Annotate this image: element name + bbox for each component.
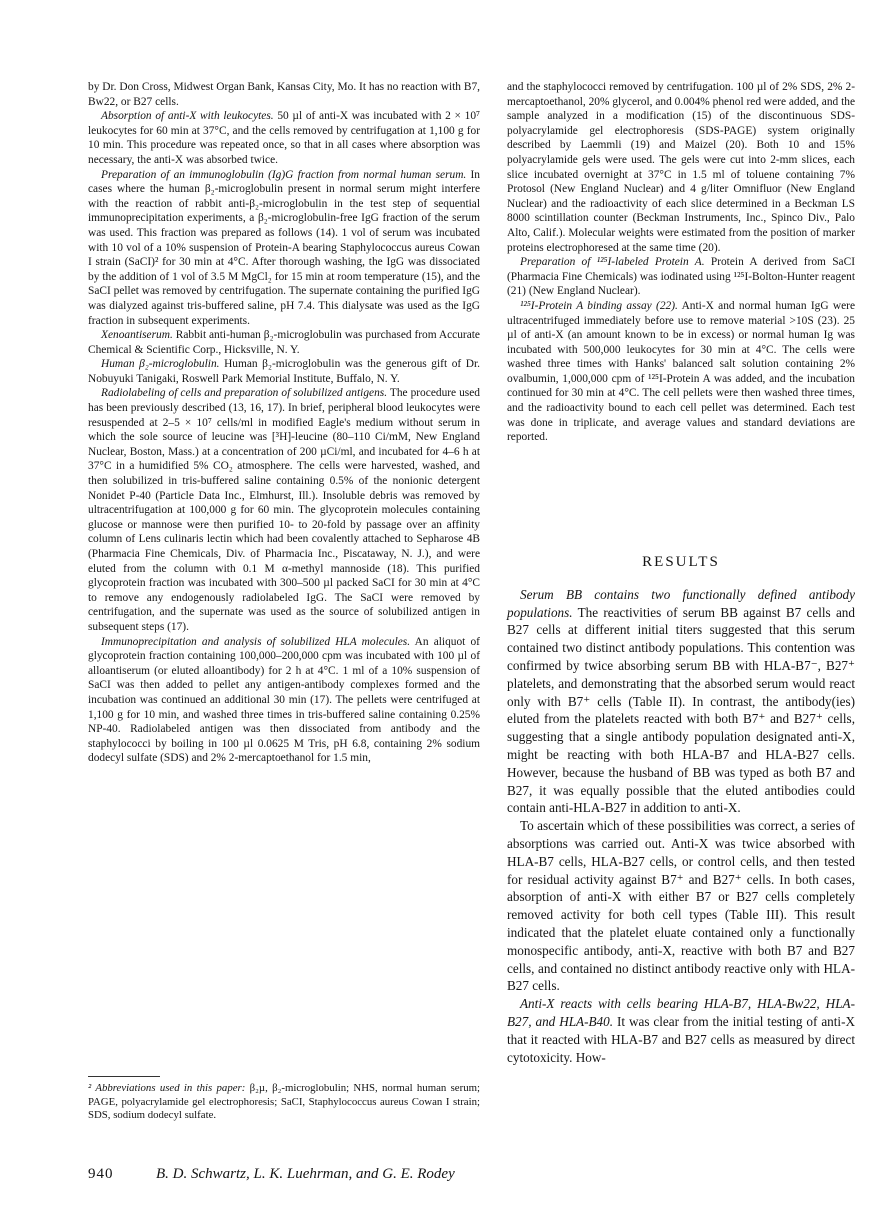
results-heading: RESULTS [642,554,720,570]
paragraph-radiolabeling: Radiolabeling of cells and preparation of solubilized antigens. The procedure used has been previously described (13, 16, 17). In brief, peripheral blood leukocytes were resuspended at 2–5 × 10⁷ cells/ml in modified Eagle's medium without serum in which the sole source of leucine was [³H]-leucine (80–110 Ci/mM, New England Nuclear, Boston, Mass.) at a concentration of 200 µCi/ml, and incubated for 4–6 h at 37°C in a humidified 5% CO₂ atmosphere. The cells were harvested, washed, and then solubilized in tris-buffered saline containing 0.5% of the nonionic detergent Nonidet P-40 (Particle Data Inc., Elmhurst, Ill.). Insoluble debris was removed by ultracentrifugation at 100,000 g for 60 min. The glycoprotein molecules containing glucose or mannose were then purified 10- to 20-fold by passage over an affinity column of Lens culinaris lectin which had been covalently attached to Sepharose 4B (Pharmacia Fine Chemicals, Div. of Pharmacia Inc., Piscataway, N. J.), and were eluted from the column with 0.1 M α-methyl mannoside (18). This purified glycoprotein fraction was incubated with 300–500 µl packed SaCI for 30 min at 4°C to remove any endogenously radiolabeled IgG. The SaCI were removed by centrifugation, and the supernate was used as the source of solubilized antigen in subsequent steps (17). [88,387,480,633]
paragraph-protein-a: Preparation of ¹²⁵I-labeled Protein A. Protein A derived from SaCI (Pharmacia Fine Chemicals) was iodinated using ¹²⁵I-Bolton-Hunter reagent (21) (New England Nuclear). [507,256,855,298]
section-title-xenoantiserum: Xenoantiserum. [101,329,173,342]
footnote-label: ² Abbreviations used in this paper: [88,1082,246,1094]
section-title-protein-a: Preparation of ¹²⁵I-labeled Protein A. [520,256,705,269]
section-title-results-1: Serum BB contains two functionally defined antibody populations. [507,586,855,620]
paragraph-continuation: by Dr. Don Cross, Midwest Organ Bank, Kansas City, Mo. It has no reaction with B7, Bw22, or B27 cells. [88,81,480,108]
right-column-results [507,536,855,1066]
paragraph-igg-fraction: Preparation of an immunoglobulin (Ig)G fraction from normal human serum. In cases where the human β₂-microglobulin present in normal serum might interfere with the reaction of rabbit anti-β₂-microglobulin in the test step of sequential immunoprecipitation experiments, a β₂-microglobulin-free IgG fraction of the serum was used. This fraction was prepared as follows (14). 1 vol of serum was incubated with 10 vol of a 10% suspension of Protein-A bearing Staphylococcus aureus Cowan I strain (SaCI)² for 30 min at 4°C. After thorough washing, the IgG was dissociated by the addition of 1 vol of 3.5 M MgCl₂ for 15 min at room temperature (15), and the SaCI pellet was removed by centrifugation. The supernate containing the purified IgG was dialyzed against tris-buffered saline, pH 7.4. This dialysate was used as the IgG fraction in subsequent experiments. [88,168,481,327]
paragraph-sds-page: and the staphylococci removed by centrifugation. 100 µl of 2% SDS, 2% 2-mercaptoethanol, 20% glycerol, and 0.004% phenol red were added, and the sample analyzed in a modification (15) of the discontinuous SDS-polyacrylamide gel electrophoresis (SDS-PAGE) system originally described by Laemmli (19) and Maizel (20). Both 10 and 15% polyacrylamide gels were used. The gels were cut into 2-mm slices, each slice incubated overnight at 37°C in 1.5 ml of toluene containing 7% Protosol (New England Nuclear) and 4 g/liter Omnifluor (New England Nuclear) and the radioactivity of each slice determined in a Beckman LS 8000 scintillation counter (Beckman Instruments, Inc., Spinco Div., Palo Alto, Calif.). Molecular weights were estimated from the position of marker proteins electrophoresed at the same time (20). [507,81,855,254]
section-title-b2m: Human β₂-microglobulin. [101,358,220,371]
footnote-text: β₂µ, β₂-microglobulin; NHS, normal human serum; PAGE, polyacrylamide gel electrophoresis; SaCI, Staphylococcus aureus Cowan I strain; SDS, sodium dodecyl sulfate. [88,1082,480,1122]
section-title-radiolabeling: Radiolabeling of cells and preparation of solubilized antigens. [101,387,388,400]
section-title-igg-fraction: Preparation of an immunoglobulin (Ig)G fraction from normal human serum. [101,168,467,181]
paragraph-immunoprecipitation: Immunoprecipitation and analysis of solubilized HLA molecules. An aliquot of glycoprotein fraction containing 100,000–200,000 cpm was incubated with 100 µl of alloantiserum (or eluted alloantibody) for 2 h at 4°C. 1 ml of a 10% suspension of SaCI was then added to pellet any antigen-antibody complexes formed and the incubation was continued an additional 30 min (17). The pellets were centrifuged at 1,100 g for 10 min, and washed three times in tris-buffered saline containing 0.25% NP-40. Radiolabeled antigen was then dissociated from antibody and the staphylococci by boiling in 100 µl 0.0625 M Tris, pH 6.8, containing 2% sodium dodecyl sulfate (SDS) and 2% 2-mercaptoethanol for 1.5 min, [88,635,480,765]
footnote [88,1082,480,1123]
paragraph-absorption: Absorption of anti-X with leukocytes. 50 µl of anti-X was incubated with 2 × 10⁷ leukocytes for 60 min at 37°C, and the cells removed by centrifugation at 1,100 g for 10 min. This procedure was repeated once, so that in all cases where absorption was necessary, the anti-X was absorbed twice. [88,110,480,166]
left-column [88,80,480,766]
section-title-binding-assay: ¹²⁵I-Protein A binding assay (22). [520,299,678,312]
paragraph-results-3: Anti-X reacts with cells bearing HLA-B7, HLA-Bw22, HLA-B27, and HLA-B40. It was clear from the initial testing of anti-X that it reacted with HLA-B7 and B27 cells as measured by direct cytotoxicity. How- [507,996,856,1065]
section-title-results-3: Anti-X reacts with cells bearing HLA-B7, HLA-Bw22, HLA-B27, and HLA-B40. [507,996,855,1029]
section-title-immunoprecipitation: Immunoprecipitation and analysis of solubilized HLA molecules. [101,635,411,648]
paragraph-b2m: Human β₂-microglobulin. Human β₂-microglobulin was the generous gift of Dr. Nobuyuki Tanigaki, Roswell Park Memorial Institute, Buffalo, N. Y. [88,358,480,385]
paragraph-binding-assay: ¹²⁵I-Protein A binding assay (22). Anti-X and normal human IgG were ultracentrifuged immediately before use to remove material >10S (23). 25 µl of anti-X (an amount known to be in excess) or normal human Ig was incubated with 500,000 leukocytes for 30 min at 4°C. The cells were washed three times with Hanks' balanced salt solution containing 2% ovalbumin, 1,000,000 cpm of ¹²⁵I-Protein A was added, and the incubation continued for 30 min at 4°C. The cell pellets were then washed three times, and the radioactivity bound to each cell pellet was determined. Each test was done in triplicate, and average values and standard deviations are reported. [507,299,855,444]
section-title-absorption: Absorption of anti-X with leukocytes. [101,110,274,123]
running-authors: B. D. Schwartz, L. K. Luehrman, and G. E. Rodey [156,1166,455,1182]
page-number: 940 [88,1166,114,1182]
paragraph-results-1: Serum BB contains two functionally defined antibody populations. The reactivities of serum BB against B7 cells and B27 cells at different initial titers suggested that this serum contained two distinct antibody populations. This contention was confirmed by twice absorbing serum BB with HLA-B7⁻, B27⁺ platelets, and demonstrating that the absorbed serum would react only with B7⁺ cells (Table II). In contrast, the antibody(ies) eluted from the platelets reacted with both B7⁺ and B27⁺ cells, suggesting that a single antibody population designated anti-X, might be reacting with both HLA-B7 and HLA-B27 cells. However, because the husband of BB was typed as both B7 and B27, it was equally possible that the eluted antibodies could contain anti-HLA-B27 in addition to anti-X. [507,586,855,816]
paragraph-results-2: To ascertain which of these possibilities was correct, a series of absorptions was carried out. Anti-X was twice absorbed with HLA-B7 cells, HLA-B27 cells, or control cells, and then tested for residual activity against B7⁺ and B27⁺ cells. In both cases, absorption of anti-X with either B7 or B27 cells completely removed activity for both cell types (Table III). This result indicated that the platelet eluate contained only a functionally monospecific antibody, anti-X, reactive with both B7 and B27 cells, and contained no distinct antibody reactive only with HLA-B27 cells. [507,818,855,994]
footnote-divider [88,1076,160,1077]
paragraph-xenoantiserum: Xenoantiserum. Rabbit anti-human β₂-microglobulin was purchased from Accurate Chemical & Scientific Corp., Hicksville, N. Y. [88,329,480,356]
right-column-methods [507,80,855,445]
